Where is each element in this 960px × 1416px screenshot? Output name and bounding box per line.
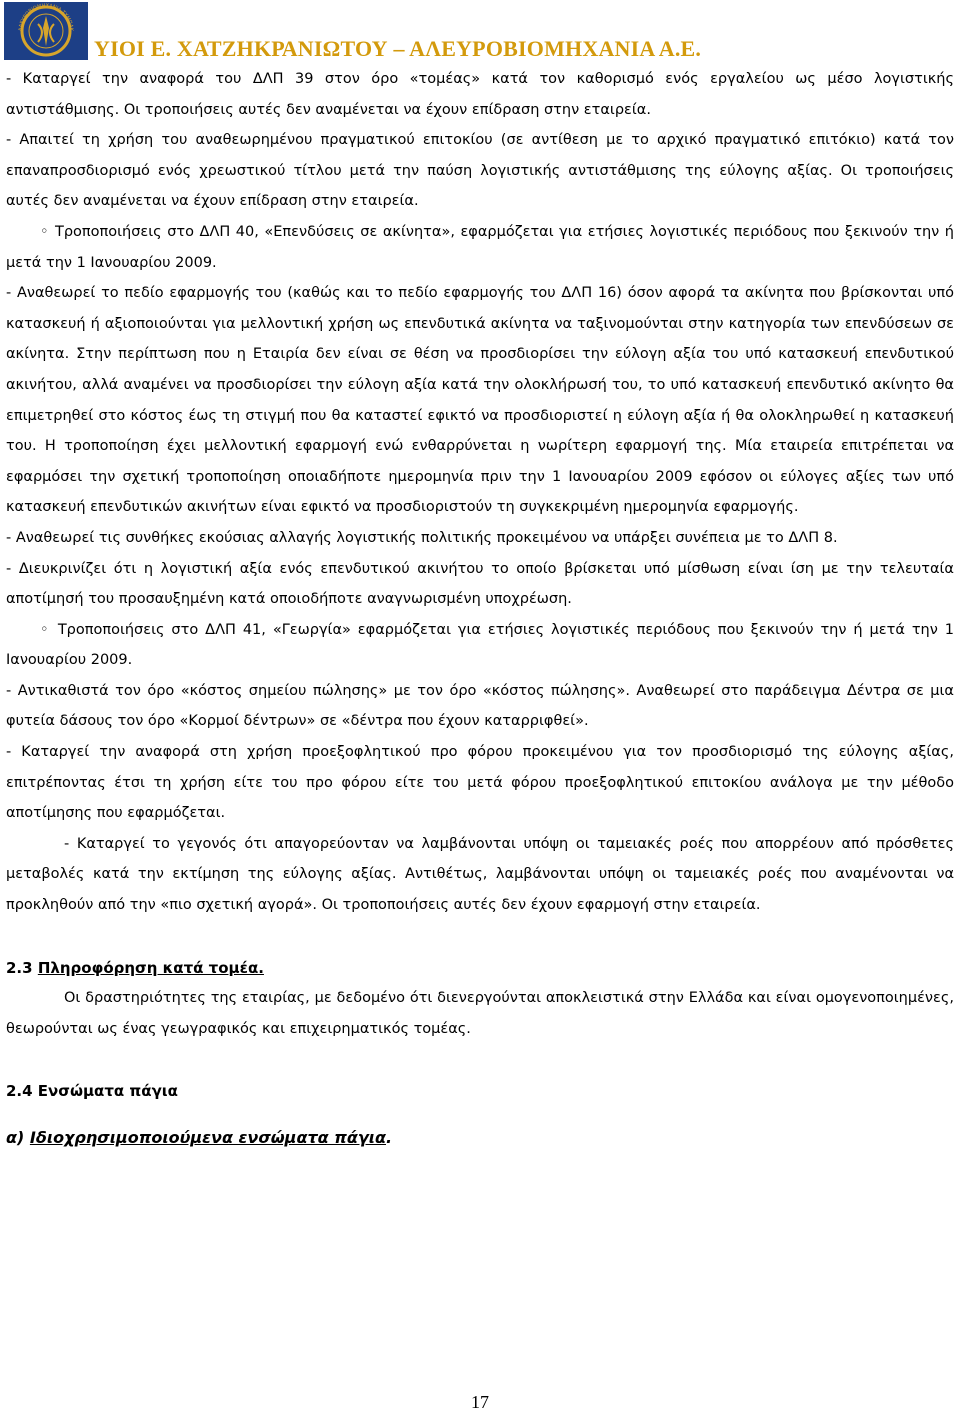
subsection-title: Ιδιοχρησιμοποιούμενα ενσώματα πάγια [29, 1128, 386, 1147]
paragraph-voluntary-policy-change: - Αναθεωρεί τις συνθήκες εκούσιας αλλαγής λογιστικής πολιτικής προκειμένου να υπάρξει συνέπεια με το ΔΛΠ 8. [6, 529, 838, 546]
paragraph-cost-to-sell: - Αντικαθιστά τον όρο «κόστος σημείου πώλησης» με τον όρο «κόστος πώλησης». Αναθεωρεί στο παράδειγμα Δέντρα σε μια φυτεία δάσους τον όρο «Κορμοί δέντρων» σε «δέντρα που έχουν καταρριφθεί». [6, 682, 954, 730]
paragraph-ias40-amendments: ◦ Τροποποιήσεις στο ΔΛΠ 40, «Επενδύσεις σε ακίνητα», εφαρμόζεται για ετήσιες λογιστικές περιόδους που ξεκινούν την ή μετά την 1 Ιανουαρίου 2009. [6, 223, 954, 271]
subsection-label: α) [6, 1128, 25, 1147]
paragraph-ias40-scope: - Αναθεωρεί το πεδίο εφαρμογής του (καθώς και το πεδίο εφαρμογής του ΔΛΠ 16) όσον αφορά τα ακίνητα που βρίσκονται υπό κατασκευή ή αξιοποιούνται για μελλοντική χρήση ως επενδυτικά ακίνητα να ταξινομούνται στην κατηγορία των επενδύσεων σε ακίνητα. Στην περίπτωση που η Εταιρία δεν είναι σε θέση να προσδιορίσει την εύλογη αξία του υπό κατασκευή επενδυτικού ακινήτου, αλλά αναμένει να προσδιορίσει την εύλογη αξία κατά την ολοκλήρωσή του, το υπό κατασκευή επενδυτικό ακίνητο θα επιμετρηθεί στο κόστος έως τη στιγμή που θα καταστεί εφικτό να προσδιοριστεί η εύλογη αξία ή θα ολοκληρωθεί η κατασκευή του. Η τροποποίηση έχει μελλοντική εφαρμογή ενώ ενθαρρύνεται η νωρίτερη εφαρμογή της. Μία εταιρεία επιτρέπεται να εφαρμόσει την σχετική τροποποίηση οποιαδήποτε ημερομηνία πριν την 1 Ιανουαρίου 2009 εφόσον οι εύλογες αξίες των υπό κατασκευή επενδυτικών ακινήτων είναι εφικτό να προσδιοριστούν τη συγκεκριμένη ημερομηνία εφαρμογής. [6, 285, 954, 516]
paragraph-remove-segment-reference: - Καταργεί την αναφορά του ΔΛΠ 39 στον όρο «τομέας» κατά τον καθορισμό ενός εργαλείου ως μέσο λογιστικής αντιστάθμισης. Οι τροποιήσεις αυτές δεν αναμένεται να έχουν επίδραση στην εταιρεία. [6, 71, 954, 118]
section-title: Πληροφόρηση κατά τομέα. [37, 958, 264, 977]
paragraph-additional-transformation: - Καταργεί το γεγονός ότι απαγορεύονταν να λαμβάνονται υπόψη οι ταμειακές ροές που απορρέουν από πρόσθετες μεταβολές κατά την εκτίμηση της εύλογης αξίας. Αντιθέτως, λαμβάνονται υπόψη οι ταμειακές ροές που αναμένονται να προκληθούν από την «πιο σχετική αγορά». Οι τροποποιήσεις αυτές δεν έχουν εφαρμογή στην εταιρεία. [6, 835, 954, 914]
section-heading-2-4: 2.4 Ενσώματα πάγια [6, 1082, 178, 1101]
section-heading-2-3 [6, 953, 954, 984]
paragraph-ias41-amendments: ◦ Τροποποιήσεις στο ΔΛΠ 41, «Γεωργία» εφαρμόζεται για ετήσιες λογιστικές περιόδους που ξεκινούν την ή μετά την 1 Ιανουαρίου 2009. [6, 621, 954, 669]
logo-text: ΑΛΕΥΡΟΒΙΟΜΗΧΑΝΙΑ ΤΥΜΠΑΚ [17, 2, 75, 32]
subsection-period: . [386, 1128, 393, 1147]
company-logo [4, 2, 88, 60]
document-body [6, 64, 954, 1154]
company-title: ΥΙΟΙ Ε. ΧΑΤΖΗΚΡΑΝΙΩΤΟΥ – ΑΛΕΥΡΟΒΙΟΜΗΧΑΝΙΑ Α.Ε. [94, 36, 702, 61]
subsection-heading-a [6, 1123, 954, 1154]
paragraph-segment-information: Οι δραστηριότητες της εταιρίας, με δεδομένο ότι διενεργούνται αποκλειστικά στην Ελλάδα και είναι ομογενοποιημένες, θεωρούνται ως ένας γεωγραφικός και επιχειρηματικός τομέας. [6, 990, 954, 1037]
paragraph-effective-interest-rate: - Απαιτεί τη χρήση του αναθεωρημένου πραγματικού επιτοκίου (σε αντίθεση με το αρχικό πραγματικό επιτόκιο) κατά τον επαναπροσδιορισμό ενός χρεωστικού τίτλου μετά την παύση λογιστικής αντιστάθμισης της εύλογης αξίας. Οι τροποιήσεις αυτές δεν αναμένεται να έχουν επίδραση στην εταιρεία. [6, 132, 954, 210]
page-number: 17 [471, 1392, 489, 1412]
paragraph-pretax-discount-rate: - Καταργεί την αναφορά στη χρήση προεξοφλητικού προ φόρου προκειμένου για τον προσδιορισμό της εύλογης αξίας, επιτρέποντας έτσι τη χρήση είτε του προ φόρου είτε του μετά φόρου προεξοφλητικού επιτοκίου ανάλογα με την μέθοδο αποτίμησης που εφαρμόζεται. [6, 744, 954, 822]
paragraph-leased-property-value: - Διευκρινίζει ότι η λογιστική αξία ενός επενδυτικού ακινήτου το οποίο βρίσκεται υπό μίσθωση είναι ίση με την τελευταία αποτίμησή του προσαυξημένη κατά οποιοδήποτε αναγνωρισμένη υποχρέωση. [6, 560, 954, 608]
page-header [2, 0, 958, 62]
section-number: 2.3 [6, 958, 33, 977]
